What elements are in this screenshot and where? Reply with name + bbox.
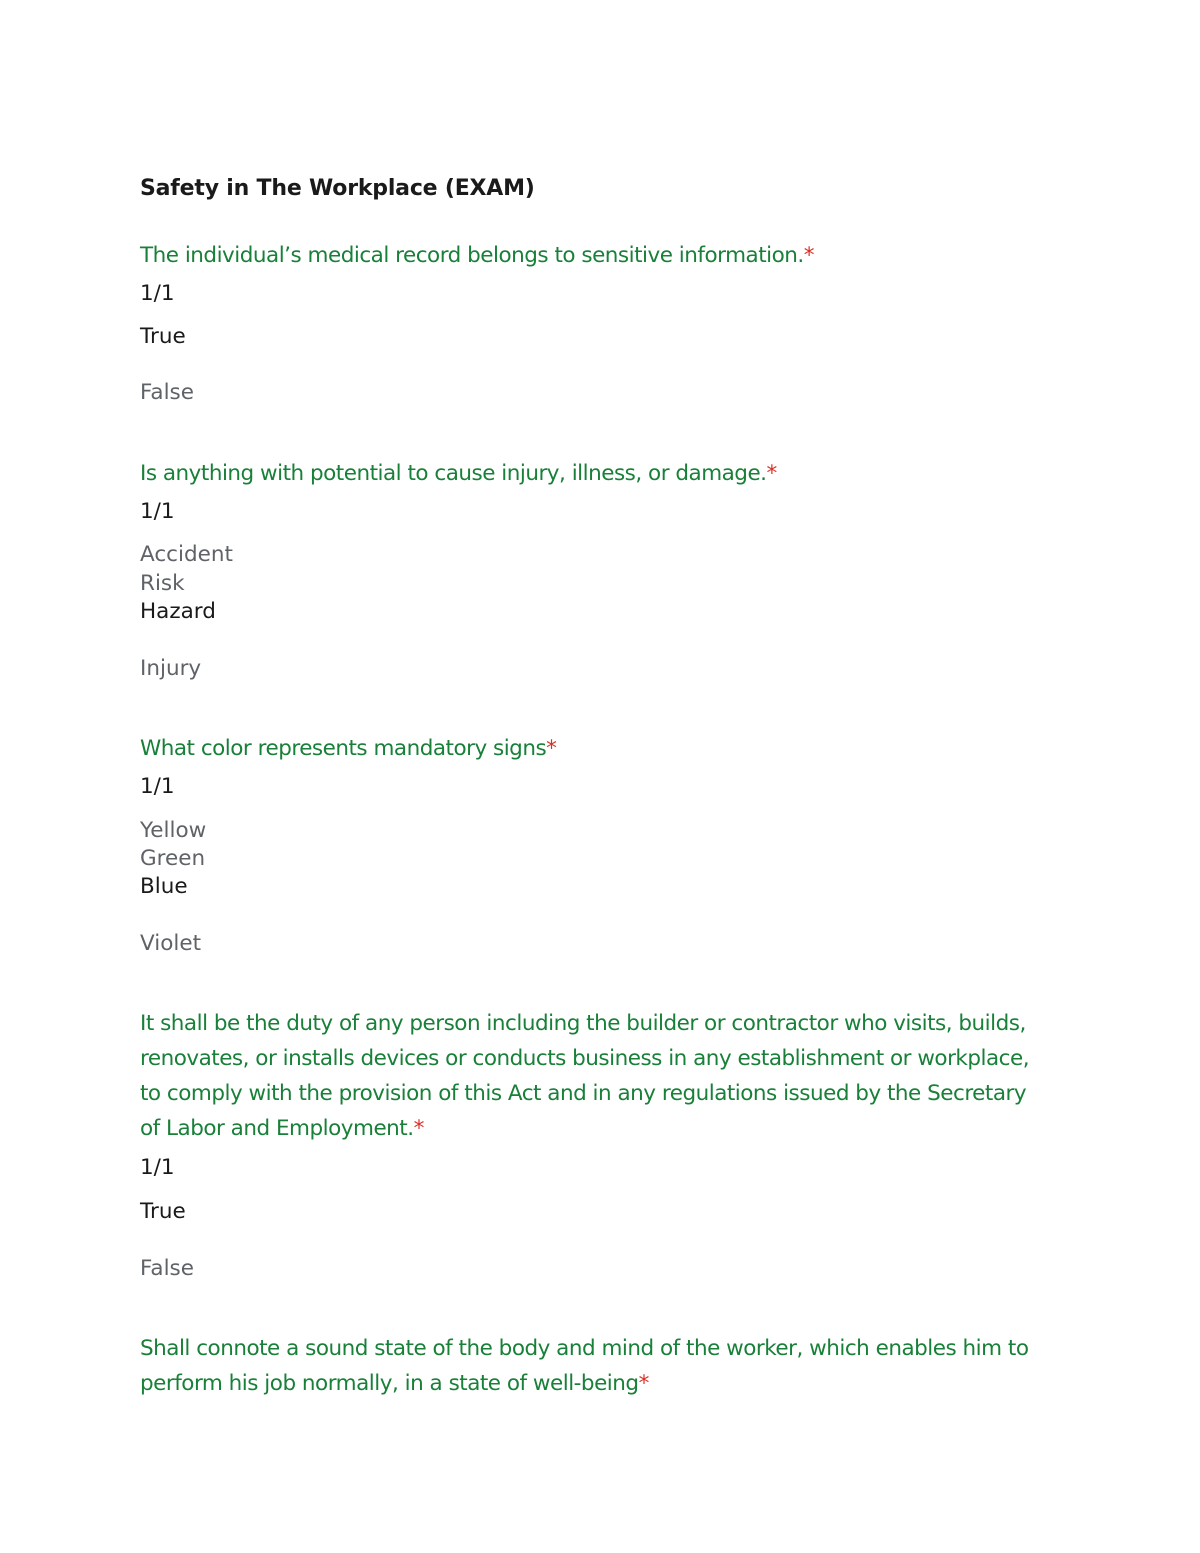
question-1-text: The individual’s medical record belongs to sensitive information.*: [140, 243, 814, 268]
question-2-option-hazard[interactable]: Hazard: [140, 599, 216, 624]
question-1-option-true[interactable]: True: [140, 324, 186, 349]
question-3-option-violet[interactable]: Violet: [140, 931, 201, 956]
question-3-option-yellow[interactable]: Yellow: [140, 818, 207, 843]
question-4-option-true[interactable]: True: [140, 1199, 186, 1224]
question-1-option-false[interactable]: False: [140, 380, 194, 405]
question-3-score: 1/1: [140, 774, 175, 799]
question-3-option-blue[interactable]: Blue: [140, 874, 188, 899]
required-asterisk: *: [413, 1116, 424, 1141]
question-3-text: What color represents mandatory signs*: [140, 736, 557, 761]
question-2-score: 1/1: [140, 499, 175, 524]
question-2-option-risk[interactable]: Risk: [140, 571, 185, 596]
question-3-option-green[interactable]: Green: [140, 846, 206, 871]
question-2-option-accident[interactable]: Accident: [140, 542, 233, 567]
required-asterisk: *: [803, 243, 814, 268]
question-4-score: 1/1: [140, 1155, 175, 1180]
required-asterisk: *: [638, 1371, 649, 1396]
question-2-option-injury[interactable]: Injury: [140, 656, 202, 681]
exam-title: Safety in The Workplace (EXAM): [140, 176, 535, 201]
question-4-option-false[interactable]: False: [140, 1256, 194, 1281]
question-1-score: 1/1: [140, 281, 175, 306]
question-5-text: Shall connote a sound state of the body and mind of the worker, which enables him to perform his job normally, in a state of well-being*: [140, 1336, 1029, 1396]
question-4-text: It shall be the duty of any person including the builder or contractor who visits, builds, renovates, or installs devices or conducts business in any establishment or workplace, to comply with the provision of this Act and in any regulations issued by the Secretary of Labor and Employment.*: [140, 1011, 1030, 1141]
required-asterisk: *: [766, 461, 777, 486]
required-asterisk: *: [546, 736, 557, 761]
question-2-text: Is anything with potential to cause injury, illness, or damage.*: [140, 461, 777, 486]
